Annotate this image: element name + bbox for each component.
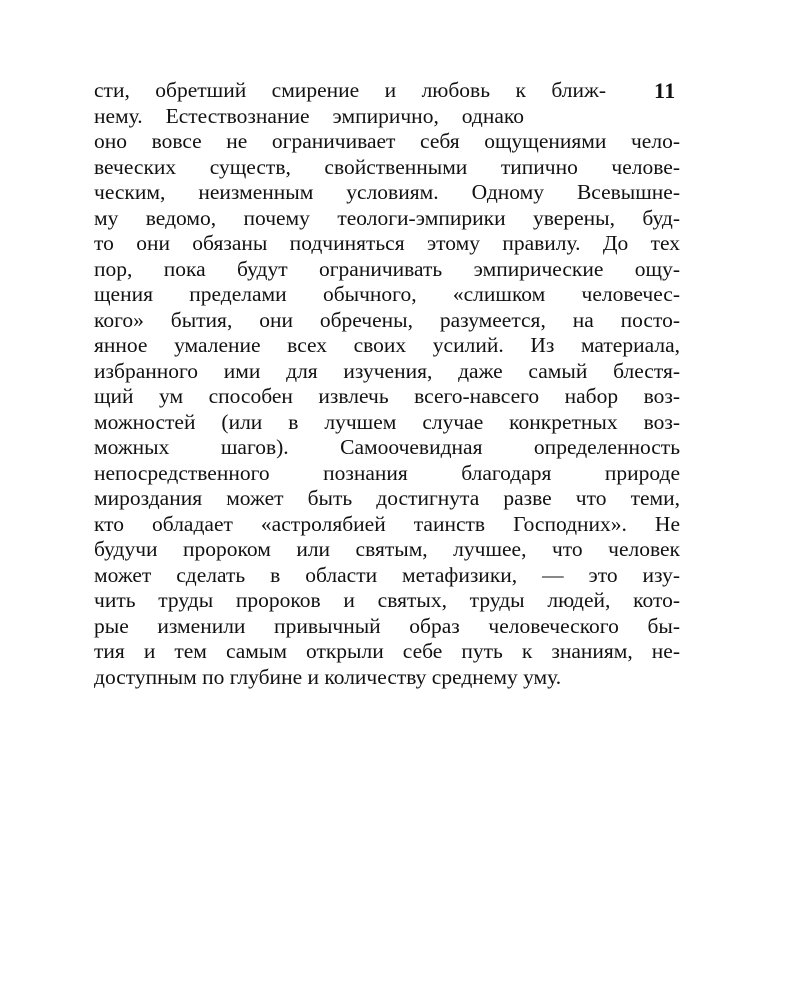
text-line: будучи пророком или святым, лучшее, что человек	[94, 537, 680, 561]
text-line: избранного ими для изучения, даже самый блестя-	[94, 358, 680, 383]
text-line: оно вовсе не ограничивает себя ощущениями чело-	[94, 129, 680, 153]
text-line: му ведомо, почему теологи-эмпирики уверены, буд-	[94, 205, 680, 230]
text-line: можных шагов). Самоочевидная определенность	[94, 435, 680, 459]
text-line: рые изменили привычный образ человеческого бы-	[94, 613, 680, 638]
text-line: янное умаление всех своих усилий. Из материала,	[94, 333, 680, 357]
text-line: щения пределами обычного, «слишком человечес-	[94, 282, 680, 306]
text-line: кого» бытия, они обречены, разумеется, на посто-	[94, 307, 680, 332]
text-line: чить труды пророков и святых, труды людей, кото-	[94, 588, 680, 612]
text-line: доступным по глубине и количеству среднему уму.	[94, 664, 562, 689]
text-line: ческим, неизменным условиям. Одному Всевышне-	[94, 180, 680, 204]
text-line: может сделать в области метафизики, — это изу-	[94, 562, 680, 587]
text-line: кто обладает «астролябией таинств Господних». Не	[94, 511, 680, 536]
text-line: непосредственного познания благодаря природе	[94, 460, 680, 485]
text-line: то они обязаны подчиняться этому правилу. До тех	[94, 231, 680, 255]
text-line: можностей (или в лучшем случае конкретных воз-	[94, 409, 680, 434]
body-text	[94, 78, 680, 690]
text-line: сти, обретший смирение и любовь к ближ-	[94, 78, 606, 102]
text-line: пор, пока будут ограничивать эмпирические ощу-	[94, 256, 680, 281]
text-line: щий ум способен извлечь всего-навсего набор воз-	[94, 384, 680, 408]
page-number: 11	[654, 78, 676, 103]
text-line: веческих существ, свойственными типично челове-	[94, 154, 680, 179]
text-line: нему. Естествознание эмпирично, однако	[94, 103, 524, 128]
text-line: тия и тем самым открыли себе путь к знаниям, не-	[94, 639, 680, 663]
text-line: мироздания может быть достигнута разве что теми,	[94, 486, 680, 510]
